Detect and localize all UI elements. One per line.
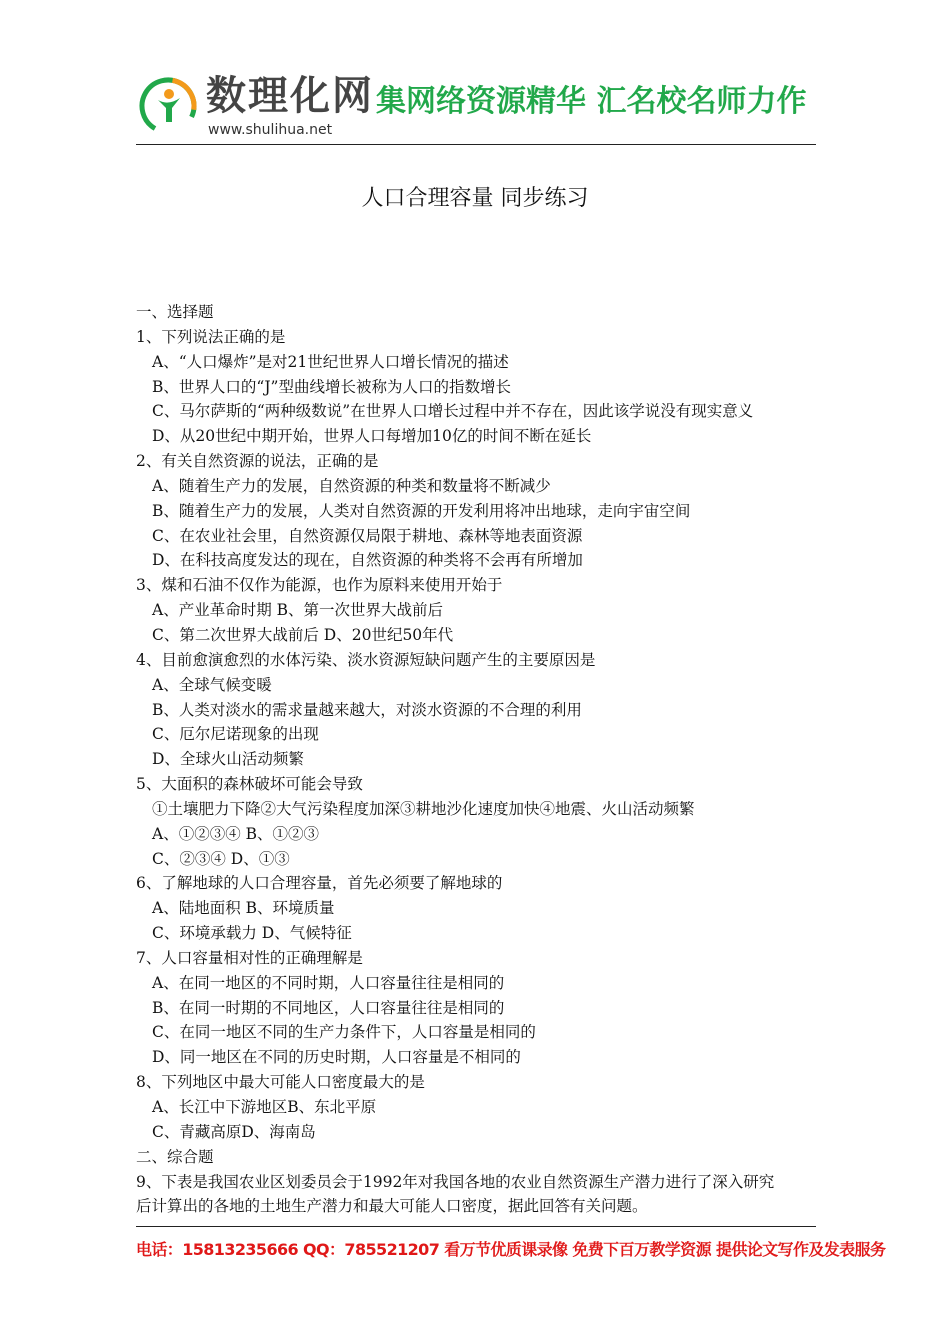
option: A、长江中下游地区B、东北平原 [152, 1098, 377, 1116]
section-heading: 二、综合题 [136, 1147, 214, 1166]
option: B、世界人口的“J”型曲线增长被称为人口的指数增长 [152, 377, 511, 396]
question-6 [136, 871, 826, 946]
option: C、在农业社会里，自然资源仅局限于耕地、森林等地表面资源 [152, 526, 583, 545]
option: A、全球气候变暖 [152, 675, 272, 694]
question-5 [136, 772, 826, 871]
page-title: 人口合理容量 同步练习 [361, 186, 589, 211]
question-7 [136, 946, 826, 1070]
option: A、产业革命时期 B、第一次世界大战前后 [152, 601, 444, 620]
option: C、第二次世界大战前后 D、20世纪50年代 [152, 625, 454, 644]
option: A、陆地面积 B、环境质量 [152, 899, 335, 918]
option: D、从20世纪中期开始，世界人口每增加10亿的时间不断在延长 [152, 427, 592, 446]
slogan: 集网络资源精华 汇名校名师力作 [376, 84, 807, 119]
question-stem: 2、有关自然资源的说法，正确的是 [136, 452, 379, 471]
question-stem: 7、人口容量相对性的正确理解是 [136, 948, 363, 967]
option: ①土壤肥力下降②大气污染程度加深③耕地沙化速度加快④地震、火山活动频繁 [152, 799, 695, 818]
option: D、全球火山活动频繁 [152, 750, 304, 769]
question-stem: 6、了解地球的人口合理容量，首先必须要了解地球的 [136, 874, 503, 893]
footer-contact: 电话：15813235666 QQ：785521207 看万节优质课录像 免费下百万教学资源 提供论文写作及发表服务 [136, 1240, 886, 1259]
question-4 [136, 648, 826, 772]
question-text: 9、下表是我国农业区划委员会于1992年对我国各地的农业自然资源生产潜力进行了深入研究 [136, 1172, 775, 1191]
option: C、②③④ D、①③ [152, 849, 290, 868]
question-1 [136, 325, 826, 449]
question-8 [136, 1070, 826, 1145]
brand-url[interactable]: www.shulihua.net [208, 122, 333, 138]
question-9 [136, 1170, 826, 1220]
option: C、环境承载力 D、气候特征 [152, 924, 352, 943]
question-stem: 8、下列地区中最大可能人口密度最大的是 [136, 1073, 425, 1092]
option: C、在同一地区不同的生产力条件下，人口容量是相同的 [152, 1023, 536, 1042]
question-stem: 4、目前愈演愈烈的水体污染、淡水资源短缺问题产生的主要原因是 [136, 650, 596, 669]
question-stem: 3、煤和石油不仅作为能源，也作为原料来使用开始于 [136, 576, 503, 595]
option: D、同一地区在不同的历史时期，人口容量是不相同的 [152, 1048, 521, 1067]
site-header [136, 62, 816, 144]
question-stem: 5、大面积的森林破坏可能会导致 [136, 775, 363, 794]
option: A、①②③④ B、①②③ [152, 824, 320, 843]
brand-name: 数理化网 [206, 73, 374, 119]
section-heading: 一、选择题 [136, 303, 214, 321]
option: A、随着生产力的发展，自然资源的种类和数量将不断减少 [152, 476, 551, 495]
option: D、在科技高度发达的现在，自然资源的种类将不会再有所增加 [152, 551, 583, 570]
exercise-body [136, 300, 826, 1219]
footer-divider [136, 1226, 816, 1227]
option: B、人类对淡水的需求量越来越大，对淡水资源的不合理的利用 [152, 700, 582, 719]
option: A、“人口爆炸”是对21世纪世界人口增长情况的描述 [152, 352, 509, 371]
option: B、随着生产力的发展，人类对自然资源的开发利用将冲出地球，走向宇宙空间 [152, 501, 691, 520]
option: A、在同一地区的不同时期，人口容量往往是相同的 [152, 973, 505, 992]
question-stem: 1、下列说法正确的是 [136, 327, 286, 346]
option: B、在同一时期的不同地区，人口容量往往是相同的 [152, 998, 505, 1017]
question-text: 后计算出的各地的土地生产潜力和最大可能人口密度，据此回答有关问题。 [136, 1197, 648, 1216]
option: C、马尔萨斯的“两种级数说”在世界人口增长过程中并不存在，因此该学说没有现实意义 [152, 402, 754, 421]
question-2 [136, 449, 826, 573]
logo-icon [136, 72, 200, 136]
header-divider [136, 144, 816, 145]
question-3 [136, 573, 826, 648]
option: C、青藏高原D、海南岛 [152, 1122, 316, 1141]
option: C、厄尔尼诺现象的出现 [152, 725, 319, 744]
